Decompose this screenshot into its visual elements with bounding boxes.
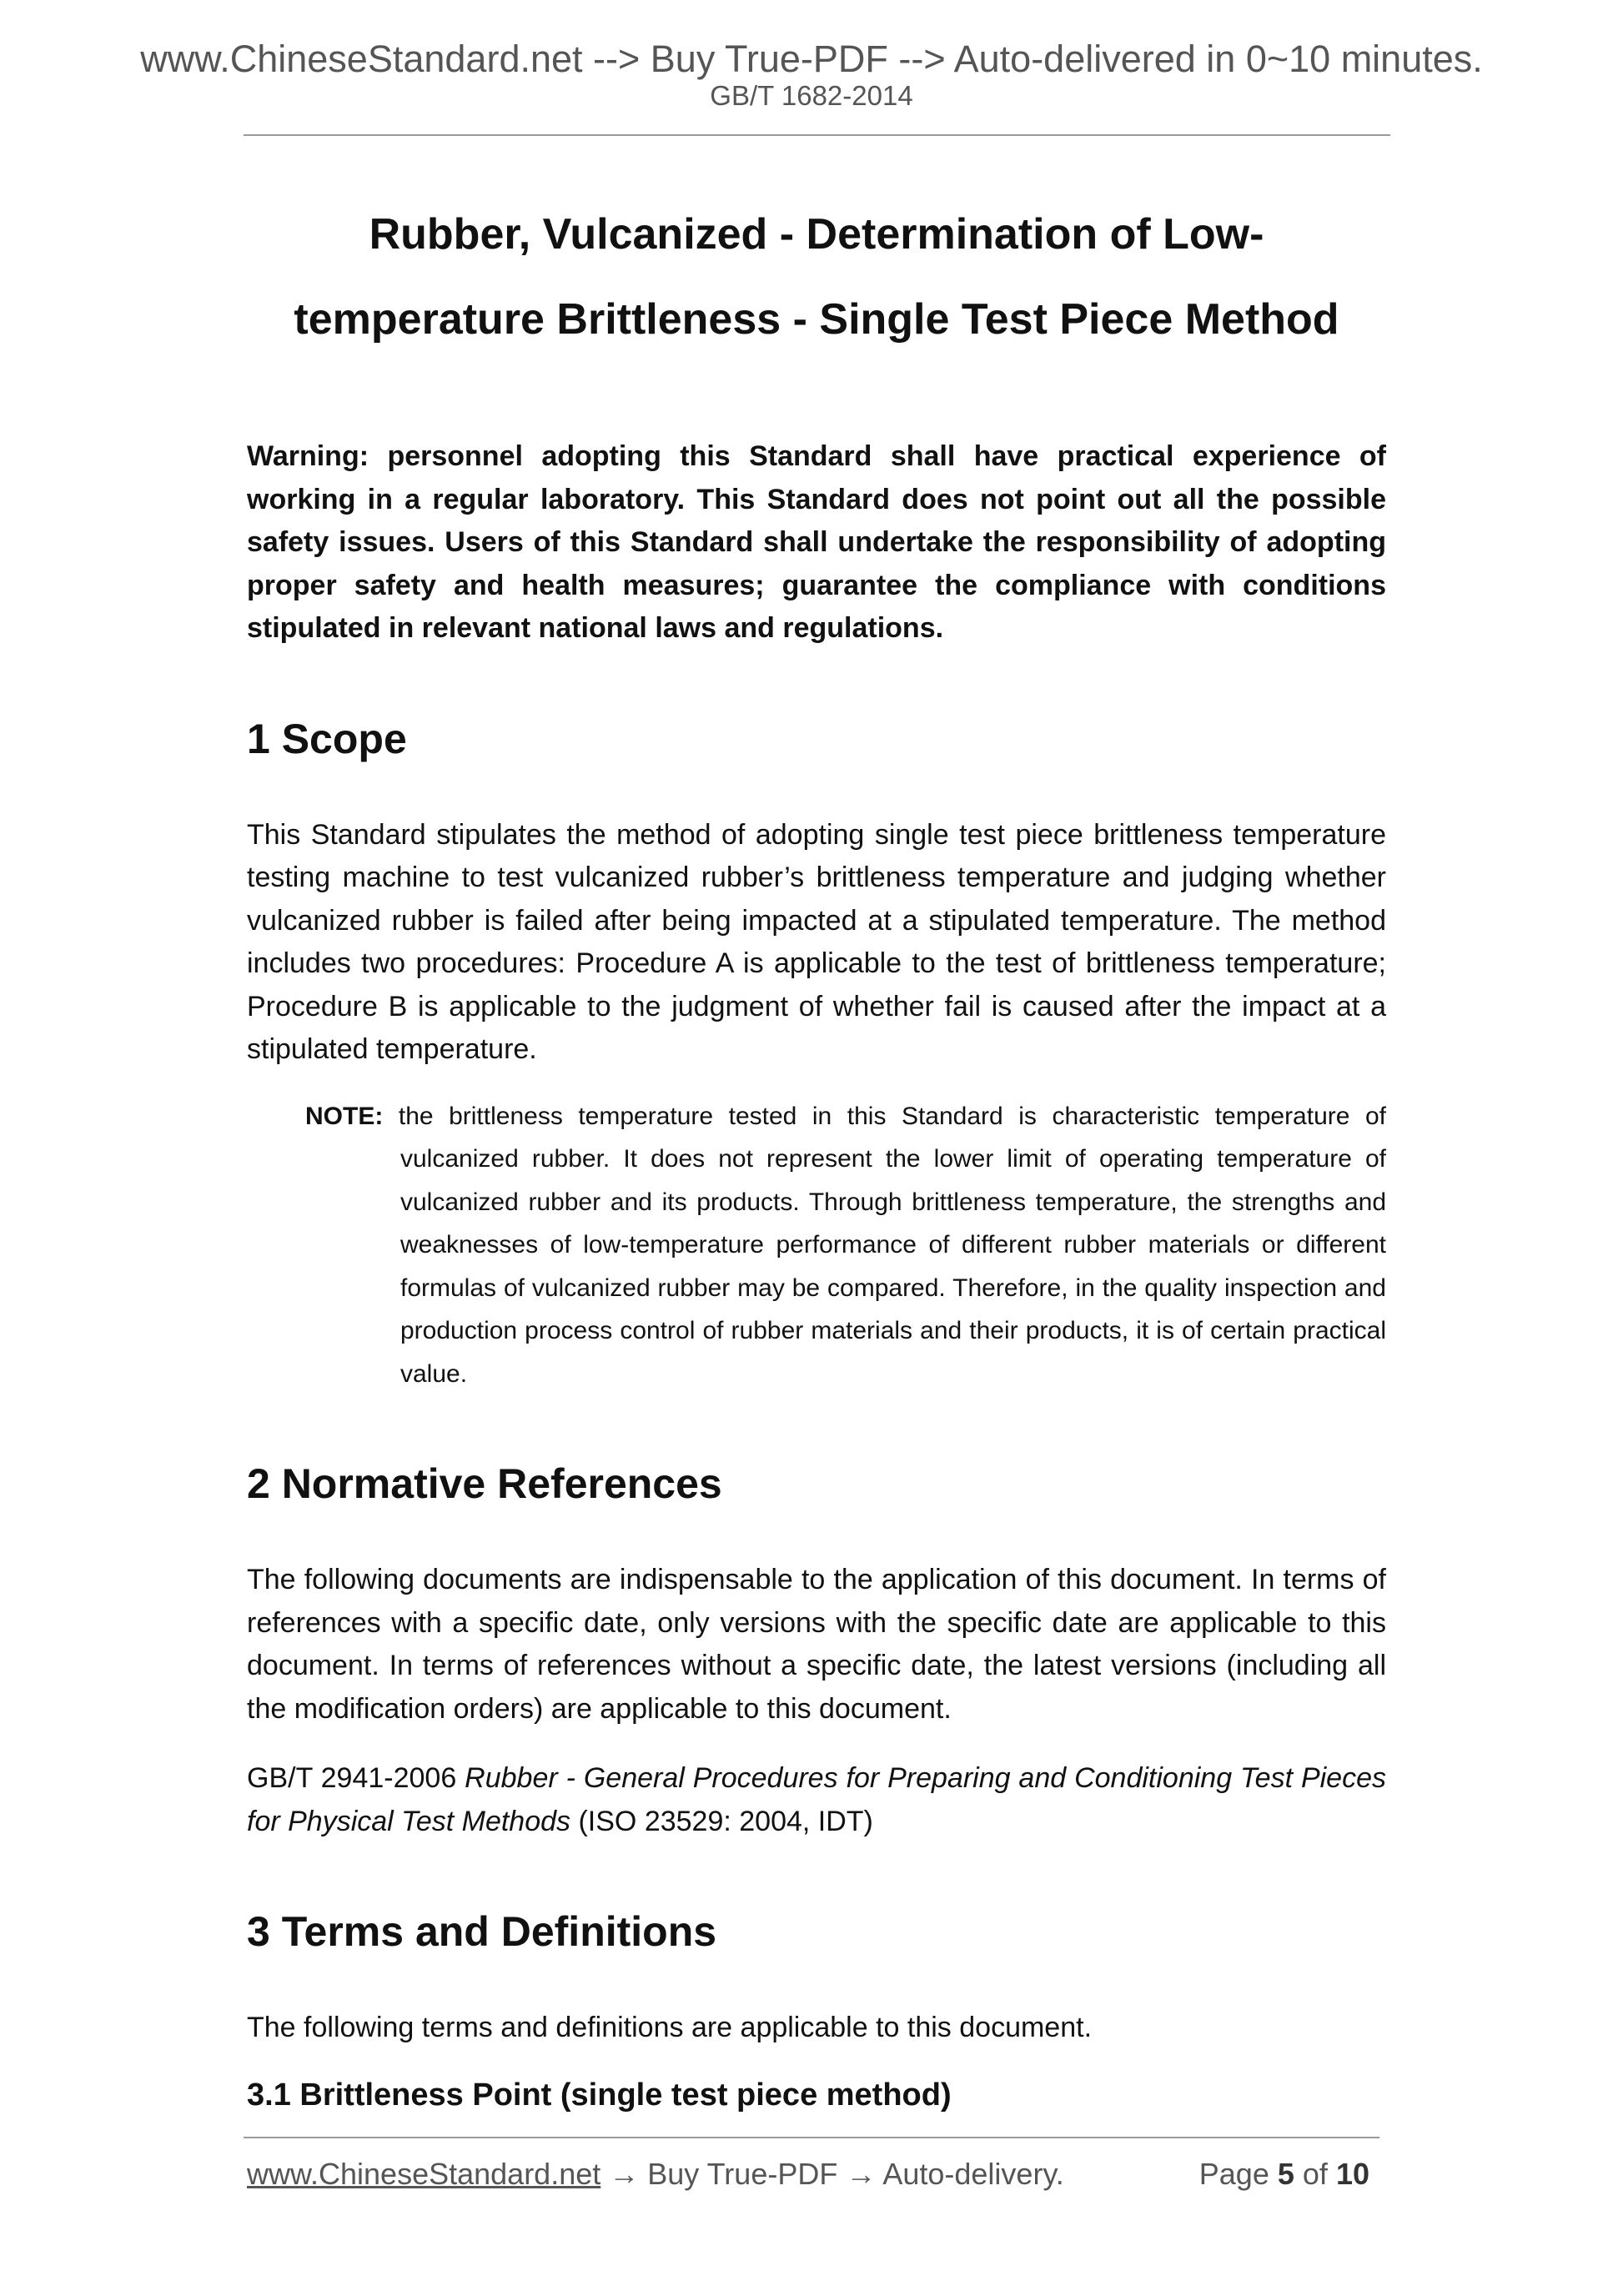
scope-paragraph: This Standard stipulates the method of adopting single test piece brittleness temperature testing machine to test vulcanized rubber’s brittleness temperature and judging whether vulcanized rubber is failed after being impacted at a stipulated temperature. The method includes two procedures: Procedure A is applicable to the test of brittleness temperature; Procedure B is applicable to the judgment of whether fail is caused after the impact at a stipulated temperature. xyxy=(247,818,1386,1065)
footer-divider xyxy=(244,2137,1379,2138)
title-line-2: temperature Brittleness - Single Test Piece Method xyxy=(294,295,1339,344)
header-divider xyxy=(244,134,1390,136)
note-text: the brittleness temperature tested in this Standard is characteristic temperature of vulcanized rubber. It does not represent the lower limit of operating temperature of vulcanized rubber and its products. Through brittleness temperature, the strengths and weaknesses of low-temperature performance of different rubber materials or different formulas of vulcanized rubber may be compared. Therefore, in the quality inspection and production process control of rubber materials and their products, it is of certain practical value. xyxy=(398,1102,1386,1388)
footer-delivery-text: → Buy True-PDF → Auto-delivery. xyxy=(609,2157,1064,2191)
title-line-1: Rubber, Vulcanized - Determination of Low- xyxy=(369,210,1264,259)
reference-suffix: (ISO 23529: 2004, IDT) xyxy=(578,1805,873,1837)
reference-title: Rubber - General Procedures for Preparing and Conditioning Test Pieces for Physical Test Methods xyxy=(247,1762,1386,1837)
page-current: 5 xyxy=(1277,2157,1294,2191)
warning-paragraph: Warning: personnel adopting this Standard shall have practical experience of working in a regular laboratory. This Standard does not point out all the possible safety issues. Users of this Standard shall undertake the responsibility of adopting proper safety and health measures; guarantee the compliance with conditions stipulated in relevant national laws and regulations. xyxy=(247,440,1386,644)
scope-note xyxy=(305,1095,1386,1396)
footer-website-link[interactable]: www.ChineseStandard.net xyxy=(247,2157,601,2191)
top-banner: www.ChineseStandard.net --> Buy True-PDF --> Auto-delivered in 0~10 minutes. xyxy=(140,38,1483,80)
references-paragraph: The following documents are indispensable to the application of this document. In terms of references with a specific date, only versions with the specific date are applicable to this document. In terms of references without a specific date, the latest versions (including all the modification orders) are applicable to this document. xyxy=(247,1564,1386,1725)
page-content xyxy=(247,192,1386,2114)
document-title xyxy=(247,192,1386,362)
page-total: 10 xyxy=(1335,2157,1369,2191)
section-heading-scope: 1 Scope xyxy=(247,715,407,762)
section-heading-references: 2 Normative References xyxy=(247,1460,722,1507)
page-indicator xyxy=(1199,2156,1369,2192)
reference-code: GB/T 2941-2006 xyxy=(247,1762,457,1794)
standard-code: GB/T 1682-2014 xyxy=(710,80,913,111)
note-label: NOTE: xyxy=(305,1102,384,1130)
page-of: of xyxy=(1302,2157,1328,2191)
page-footer xyxy=(247,2156,1379,2192)
terms-paragraph: The following terms and definitions are applicable to this document. xyxy=(247,2012,1093,2043)
reference-entry xyxy=(247,1757,1386,1843)
subsection-heading-brittleness-point: 3.1 Brittleness Point (single test piece method) xyxy=(247,2077,952,2113)
section-heading-terms: 3 Terms and Definitions xyxy=(247,1908,717,1955)
page-label: Page xyxy=(1198,2157,1269,2191)
